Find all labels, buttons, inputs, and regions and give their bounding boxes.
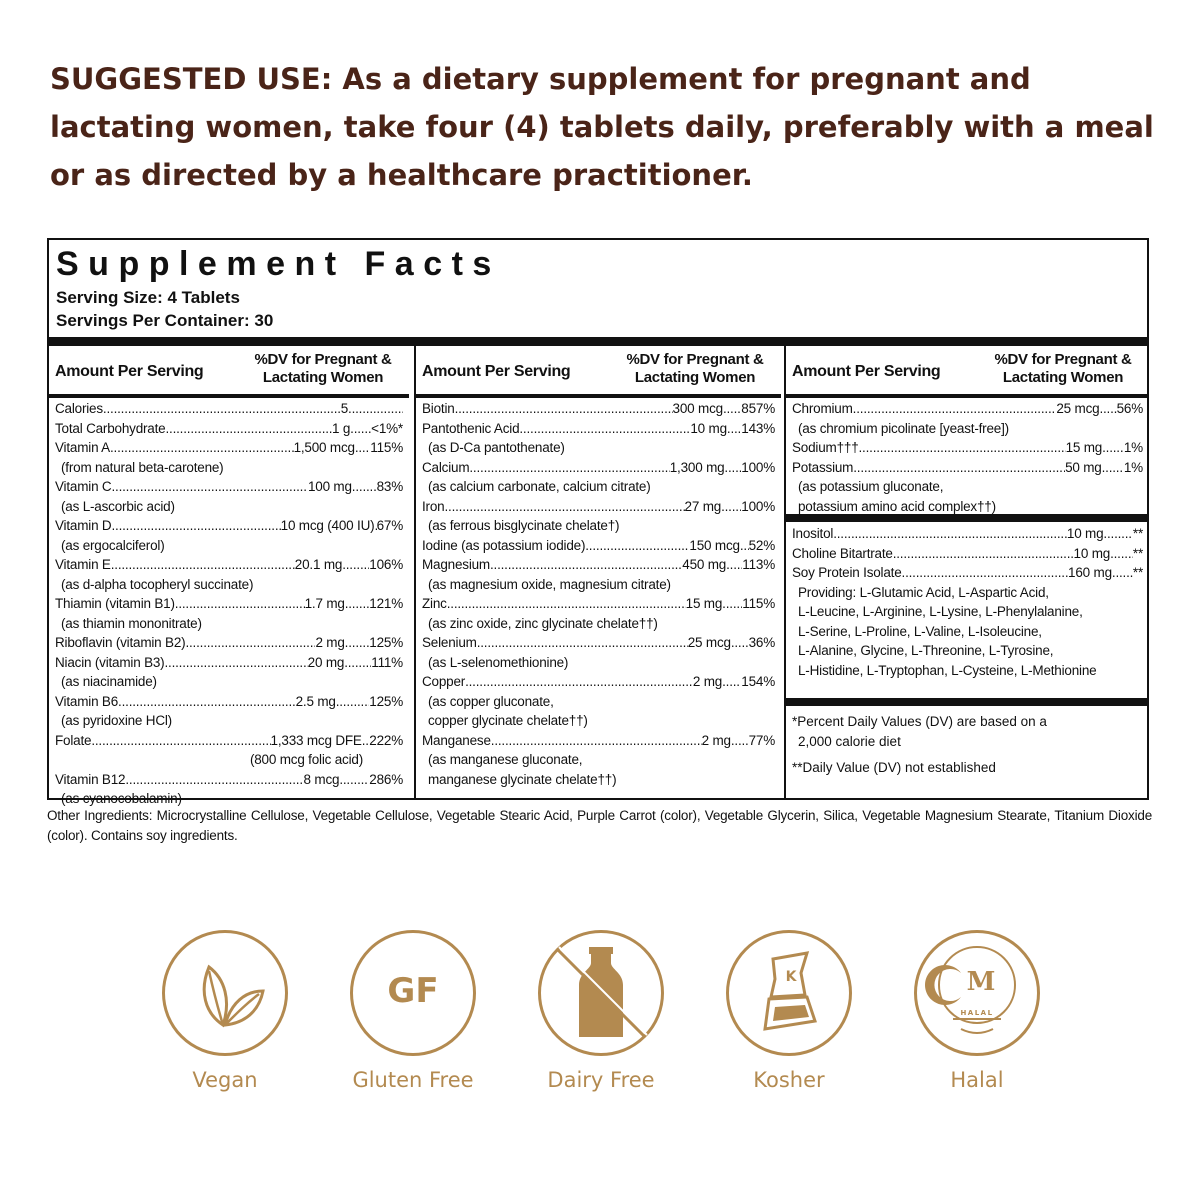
nutrient-list <box>55 399 403 809</box>
facts-title: Supplement Facts <box>56 245 501 283</box>
nutrient-source: (as cyanocobalamin) <box>61 791 182 806</box>
nutrient-row: Soy Protein Isolate ..... 160 mg ..... ** <box>792 563 1143 583</box>
halal-icon <box>914 930 1040 1056</box>
badge-label: Gluten Free <box>352 1068 474 1092</box>
nutrient-row: Zinc ..... 15 mg ..... 115% <box>422 594 775 614</box>
nutrient-row: Vitamin D ..... 10 mcg (400 IU) ..... 67% <box>55 516 403 536</box>
no-milk-icon <box>538 930 664 1056</box>
kosher-icon <box>726 930 852 1056</box>
other-ingredients: Other Ingredients: Microcrystalline Cellulose, Vegetable Cellulose, Vegetable Stearic Acid, Purple Carrot (color), Vegetable Glycerin, Silica, Vegetable Magnesium Stearate, Titanium Dioxide (color). Contains soy ingredients. <box>47 808 1152 843</box>
footnote-dv: *Percent Daily Values (DV) are based on a <box>792 714 1047 729</box>
badge-gluten-free <box>343 930 483 1092</box>
nutrient-source: (as calcium carbonate, calcium citrate) <box>428 479 651 494</box>
header-divider <box>416 394 781 398</box>
header-divider <box>49 394 409 398</box>
footnote-dv-cont: 2,000 calorie diet <box>798 734 901 749</box>
nutrient-row: Inositol ..... 10 mg ..... ** <box>792 524 1143 544</box>
nutrient-row: Iron ..... 27 mg ..... 100% <box>422 497 775 517</box>
nutrient-source: (as manganese gluconate, <box>428 752 583 767</box>
nutrient-row: Vitamin C ..... 100 mg ..... 83% <box>55 477 403 497</box>
badge-label: Halal <box>950 1068 1004 1092</box>
footnotes <box>792 712 1143 778</box>
nutrient-row: Chromium ..... 25 mcg ..... 56% <box>792 399 1143 419</box>
nutrient-row: Iodine (as potassium iodide) ..... 150 mcg ..... 52% <box>422 536 775 556</box>
nutrient-source: (as ergocalciferol) <box>61 537 165 553</box>
column-header <box>786 346 1149 394</box>
header-divider <box>786 394 1149 398</box>
amino-acid-line: L-Alanine, Glycine, L-Threonine, L-Tyrosine, <box>798 643 1054 658</box>
badge-label: Vegan <box>192 1068 258 1092</box>
nutrient-row: Calories ..... 5 ..... <box>55 399 403 419</box>
column-header <box>49 346 409 394</box>
nutrient-source: (as thiamin mononitrate) <box>61 615 202 631</box>
nutrient-source: (as ferrous bisglycinate chelate†) <box>428 518 620 533</box>
nutrient-row: Pantothenic Acid ..... 10 mg ..... 143% <box>422 419 775 439</box>
nutrient-source: (as magnesium oxide, magnesium citrate) <box>428 576 671 592</box>
nutrient-row: Riboflavin (vitamin B2) ..... 2 mg ..... 125% <box>55 633 403 653</box>
nutrient-row: Biotin ..... 300 mcg ..... 857% <box>422 399 775 419</box>
nutrient-row: Vitamin A ..... 1,500 mcg ..... 115% <box>55 438 403 458</box>
nutrient-row: Magnesium ..... 450 mg ..... 113% <box>422 555 775 575</box>
suggested-use: SUGGESTED USE: As a dietary supplement for pregnant and lactating women, take four (4) tablets daily, preferably with a meal or as directed by a healthcare practitioner. <box>50 62 1154 192</box>
nutrient-source: (800 mcg folic acid) <box>249 752 363 767</box>
nutrient-row: Vitamin B12 ..... 8 mcg ..... 286% <box>55 770 403 790</box>
column-header <box>416 346 781 394</box>
badge-vegan <box>155 930 295 1092</box>
nutrient-source: (as potassium gluconate, <box>798 479 944 494</box>
nutrient-row: Manganese ..... 2 mg ..... 77% <box>422 731 775 751</box>
nutrient-row: Sodium††† ..... 15 mg ..... 1% <box>792 438 1143 458</box>
halal-subtext: HALAL <box>960 1009 994 1017</box>
nutrient-source: (as zinc oxide, zinc glycinate chelate††) <box>428 615 658 631</box>
kosher-letter: K <box>785 969 797 985</box>
servings-per-container: Servings Per Container: 30 <box>56 311 274 330</box>
amount-header: Amount Per Serving <box>422 363 571 380</box>
dv-header: %DV for Pregnant & Lactating Women <box>254 351 392 386</box>
amount-header: Amount Per Serving <box>55 363 204 380</box>
dv-header: %DV for Pregnant & Lactating Women <box>626 351 764 386</box>
nutrient-source: potassium amino acid complex††) <box>798 498 996 514</box>
nutrient-source: (as pyridoxine HCl) <box>61 713 172 728</box>
badge-label: Kosher <box>753 1068 825 1092</box>
nutrient-source: manganese glycinate chelate††) <box>428 771 617 787</box>
nutrient-row: Niacin (vitamin B3) ..... 20 mg ..... 111% <box>55 653 403 673</box>
nutrient-source: (as d-alpha tocopheryl succinate) <box>61 576 254 592</box>
badge-kosher <box>719 930 859 1092</box>
badge-label: Dairy Free <box>547 1068 655 1092</box>
nutrient-row: Total Carbohydrate ..... 1 g ..... <1%* <box>55 419 403 439</box>
nutrient-source: (as L-ascorbic acid) <box>61 498 175 514</box>
nutrient-row: Copper ..... 2 mg ..... 154% <box>422 672 775 692</box>
nutrient-row: Calcium ..... 1,300 mg ..... 100% <box>422 458 775 478</box>
nutrient-row: Folate ..... 1,333 mcg DFE ..... 222% <box>55 731 403 751</box>
leaf-icon <box>162 930 288 1056</box>
nutrient-source: (as chromium picolinate [yeast-free]) <box>798 420 1009 436</box>
section-divider <box>786 514 1149 522</box>
nutrient-source: (as L-selenomethionine) <box>428 654 569 670</box>
certification-badges <box>0 930 1200 1130</box>
facts-column-1 <box>49 346 409 806</box>
amino-acid-line: Providing: L-Glutamic Acid, L-Aspartic Acid, <box>798 584 1049 600</box>
nutrient-source: (from natural beta-carotene) <box>61 459 224 475</box>
badge-dairy-free <box>531 930 671 1092</box>
halal-letter: M <box>966 967 996 997</box>
amount-header: Amount Per Serving <box>792 363 941 380</box>
nutrient-row: Choline Bitartrate ..... 10 mg ..... ** <box>792 544 1143 564</box>
amino-acid-line: L-Histidine, L-Tryptophan, L-Cysteine, L-Methionine <box>798 662 1097 678</box>
gf-text: GF <box>387 971 439 1011</box>
nutrient-row: Selenium ..... 25 mcg ..... 36% <box>422 633 775 653</box>
facts-column-2 <box>414 346 781 798</box>
facts-column-3 <box>784 346 1149 798</box>
nutrient-row: Potassium ..... 50 mg ..... 1% <box>792 458 1143 478</box>
nutrient-list <box>422 399 775 789</box>
nutrient-row: Vitamin B6 ..... 2.5 mg ..... 125% <box>55 692 403 712</box>
nutrient-source: (as copper gluconate, <box>428 693 554 709</box>
nutrient-source: (as D-Ca pantothenate) <box>428 440 565 455</box>
thick-divider <box>49 337 1147 346</box>
nutrient-row: Vitamin E ..... 20.1 mg ..... 106% <box>55 555 403 575</box>
serving-size: Serving Size: 4 Tablets <box>56 288 240 307</box>
dv-header: %DV for Pregnant & Lactating Women <box>994 351 1132 386</box>
amino-acid-line: L-Leucine, L-Arginine, L-Lysine, L-Phenylalanine, <box>798 604 1083 619</box>
nutrient-source: copper glycinate chelate††) <box>428 713 588 728</box>
supplement-facts-panel <box>47 238 1149 806</box>
nutrient-list-2 <box>792 524 1143 680</box>
footnote-not-established: **Daily Value (DV) not established <box>792 760 996 775</box>
nutrient-row: Thiamin (vitamin B1) ..... 1.7 mg ..... 121% <box>55 594 403 614</box>
badge-halal <box>907 930 1047 1092</box>
section-divider <box>786 698 1149 706</box>
nutrient-source: (as niacinamide) <box>61 674 157 689</box>
amino-acid-line: L-Serine, L-Proline, L-Valine, L-Isoleucine, <box>798 623 1042 639</box>
nutrient-list <box>792 399 1143 516</box>
gf-icon <box>350 930 476 1056</box>
